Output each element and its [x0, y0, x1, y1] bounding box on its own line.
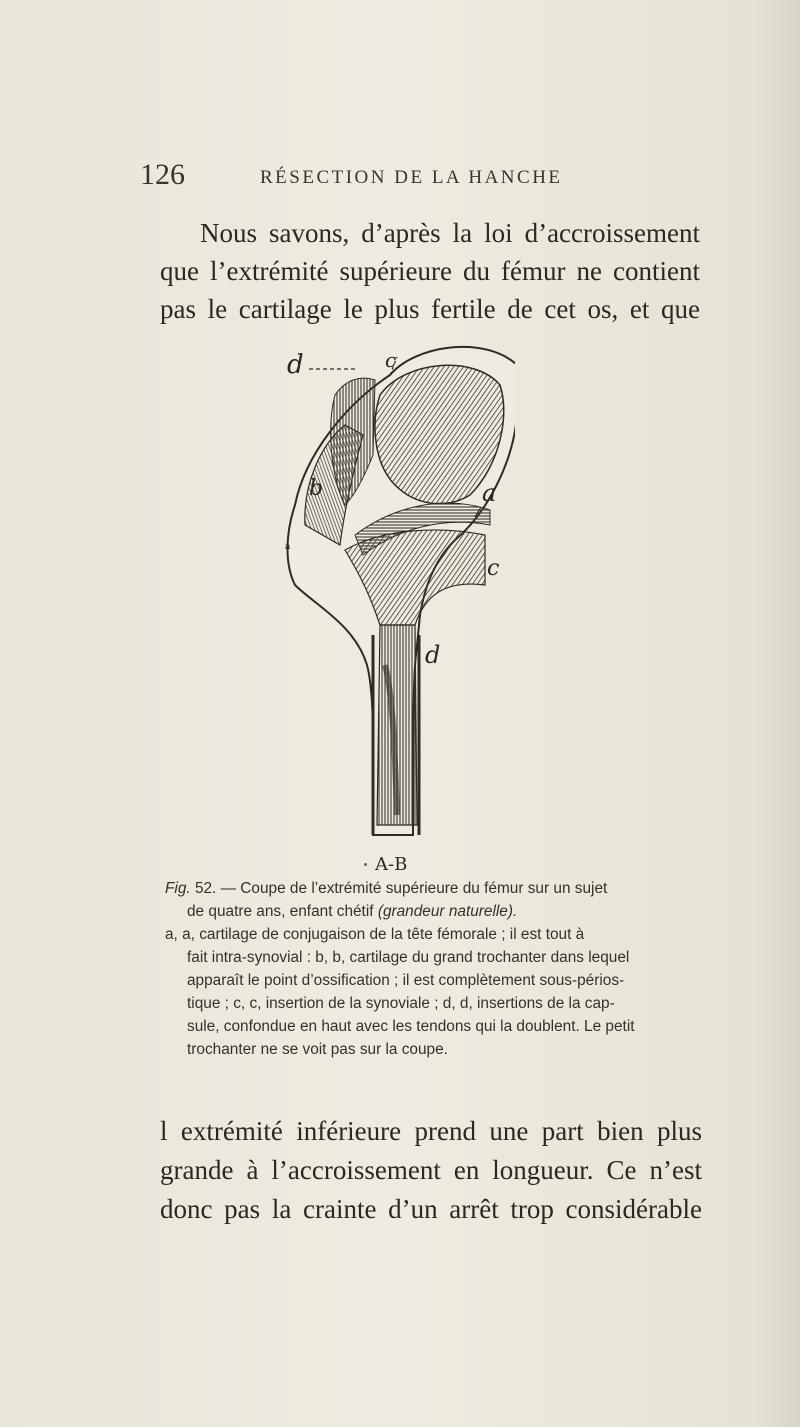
caption-legend-line: apparaît le point d’ossification ; il est complètement sous-périos-: [187, 972, 625, 989]
text-line: Nous savons, d’après la loi d’accroissement: [200, 218, 700, 248]
page-header: [140, 158, 700, 198]
scan-speck: [364, 863, 367, 866]
text-line: pas le cartilage le plus fertile de cet os, et que: [160, 294, 700, 324]
label-d-right: d: [425, 641, 441, 669]
caption-fig-label: Fig.: [165, 880, 191, 897]
caption-fig-number: 52.: [194, 880, 217, 897]
paragraph-top: [160, 214, 700, 328]
caption-legend-line: trochanter ne se voit pas sur la coupe.: [187, 1041, 448, 1058]
page-number: 126: [140, 158, 185, 191]
caption-legend-line: a, a, cartilage de conjugaison de la tête fémorale ; il est tout à: [165, 926, 585, 943]
caption-legend-line: sule, confondue en haut avec les tendons qui la doublent. Le petit: [187, 1018, 635, 1035]
text-line: que l’extrémité supérieure du fémur ne contient: [160, 256, 700, 286]
text-line: grande à l’accroissement en longueur. Ce n’est: [160, 1155, 702, 1185]
femur-section-figure: [285, 335, 515, 875]
femur-illustration: [285, 335, 515, 875]
caption-title-text: — Coupe de l’extrémité supérieure du fémur sur un sujet: [220, 880, 608, 897]
label-c-right: c: [487, 556, 500, 581]
label-a-left: a: [285, 542, 291, 552]
text-line: l extrémité inférieure prend une part bien plus: [160, 1116, 702, 1146]
caption-title-text-2: de quatre ans, enfant chétif: [187, 903, 374, 920]
paragraph-bottom: [160, 1112, 702, 1229]
caption-title-line-2: [165, 900, 715, 923]
label-b-left: b: [309, 476, 324, 501]
caption-title-italic: (grandeur naturelle).: [377, 903, 518, 920]
label-bottom-mark: A-B: [375, 854, 408, 875]
caption-legend-line: tique ; c, c, insertion de la synoviale ; d, d, insertions de la cap-: [187, 995, 615, 1012]
running-title: RÉSECTION DE LA HANCHE: [260, 167, 563, 188]
label-d-top: d: [287, 350, 304, 380]
caption-legend-line: fait intra-synovial : b, b, cartilage du grand trochanter dans lequel: [187, 949, 630, 966]
text-line: donc pas la crainte d’un arrêt trop considérable: [160, 1194, 702, 1224]
label-a-right: a: [482, 479, 497, 507]
label-c-top: c: [385, 348, 397, 372]
figure-caption: [165, 877, 715, 1061]
caption-title-line: [165, 877, 715, 900]
